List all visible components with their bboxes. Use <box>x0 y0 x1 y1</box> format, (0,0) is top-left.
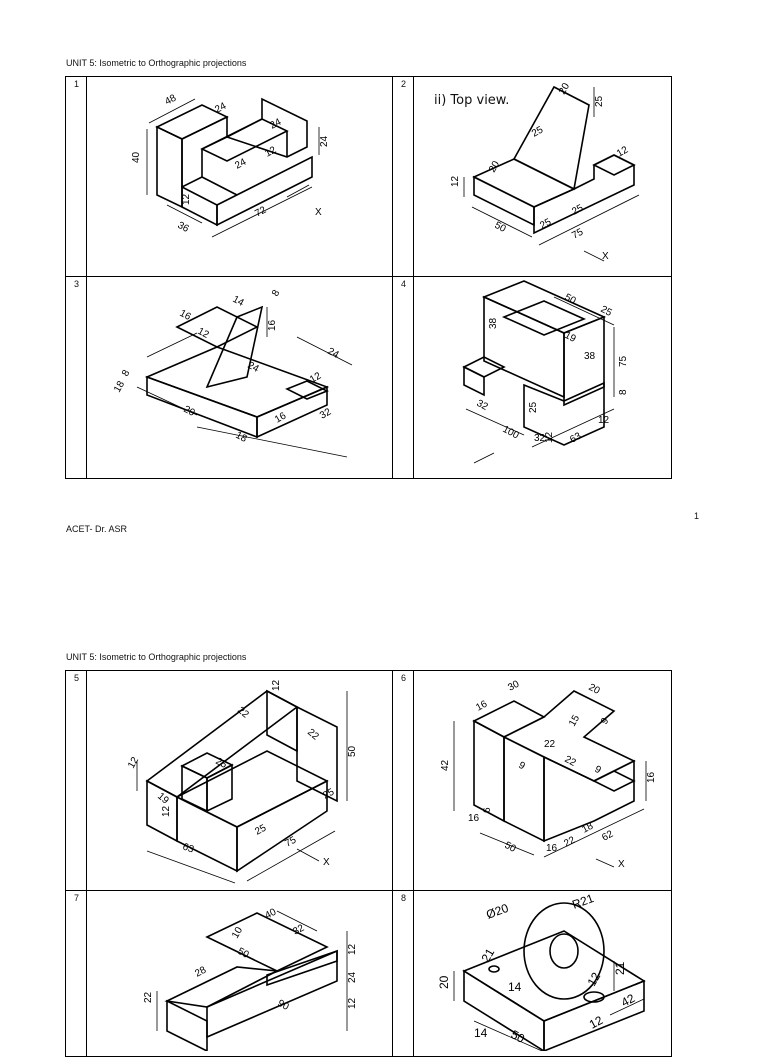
dim-label: 32 <box>318 406 334 422</box>
dim-label: 16 <box>474 698 490 714</box>
dim-label: 24 <box>319 135 330 147</box>
dim-label: 12 <box>347 943 358 955</box>
dim-label: 22 <box>544 739 556 750</box>
dim-label: 22 <box>143 991 154 1003</box>
dim-label: 8 <box>270 288 283 299</box>
dim-label: 20 <box>487 159 503 175</box>
dim-label: 21 <box>613 961 627 975</box>
figure-3 <box>87 277 393 479</box>
dim-label: 12 <box>615 144 631 160</box>
page-number: 1 <box>694 511 700 521</box>
dim-label: 12 <box>308 370 324 386</box>
dim-label: 19 <box>155 790 171 807</box>
dim-label: 75 <box>283 834 299 850</box>
dim-label: 50 <box>347 745 358 757</box>
dim-label: 25 <box>530 124 546 140</box>
cell-number-6: 6 <box>393 671 414 891</box>
dim-label: 25 <box>538 216 554 232</box>
cell-number-4: 4 <box>393 277 414 479</box>
dim-label: 25 <box>528 401 539 413</box>
dim-label: 75 <box>570 226 586 242</box>
dim-label: 16 <box>267 319 278 331</box>
dim-label: 20 <box>586 681 602 697</box>
cell-number-8: 8 <box>393 891 414 1057</box>
dim-label: 62 <box>600 828 616 844</box>
dim-label: 16 <box>468 813 480 824</box>
dim-label: 6 <box>482 807 493 813</box>
dim-label: 32 <box>291 922 307 938</box>
dim-label: 9 <box>516 759 527 773</box>
dim-label: 12 <box>586 1013 606 1032</box>
figure-5 <box>87 671 393 891</box>
dim-label: 63 <box>180 841 196 856</box>
dim-label: 16 <box>646 771 657 783</box>
dim-label: 20 <box>557 81 573 97</box>
dim-label: Ø20 <box>484 900 511 922</box>
dim-label: 16 <box>546 843 558 854</box>
dim-label: 24 <box>325 345 341 361</box>
dim-label: 36 <box>175 219 191 235</box>
dim-label: 22 <box>562 834 578 850</box>
dim-label: 21 <box>478 945 498 965</box>
dim-label: 12 <box>347 997 358 1009</box>
dim-label: 25 <box>321 786 337 802</box>
dim-label: 24 <box>245 359 261 375</box>
dim-label: 12 <box>544 431 555 443</box>
dim-label: 75 <box>618 355 629 367</box>
dim-label: X <box>315 207 322 218</box>
isometric-drawing-7 <box>87 891 392 1051</box>
figure-1 <box>87 77 393 277</box>
dim-label: 25 <box>570 202 586 218</box>
dim-label: 14 <box>508 980 522 994</box>
dim-label: 38 <box>488 317 499 329</box>
dim-label: 8 <box>618 389 629 395</box>
dim-label: 10 <box>230 925 246 941</box>
dim-label: 15 <box>567 713 583 729</box>
dim-label: 50 <box>235 945 251 961</box>
dim-label: 18 <box>112 379 128 395</box>
dim-label: X <box>323 857 330 868</box>
dim-label: 25 <box>253 822 269 838</box>
dim-label: 16 <box>273 410 289 426</box>
dim-label: 38 <box>584 351 596 362</box>
dim-label: 48 <box>163 92 179 108</box>
dim-label: 8 <box>120 368 133 379</box>
dim-label: 42 <box>618 991 638 1010</box>
dim-label: 72 <box>253 204 269 220</box>
dim-label: 12 <box>181 193 192 205</box>
dim-label: 32 <box>474 397 490 413</box>
cell-number-2: 2 <box>393 77 414 277</box>
figure-4 <box>414 277 672 479</box>
figure-6 <box>414 671 672 891</box>
dim-label: 63 <box>568 430 584 446</box>
dim-label: R21 <box>570 891 596 912</box>
dim-label: 20 <box>437 975 451 989</box>
dim-label: 12 <box>584 969 604 989</box>
dim-label: 22 <box>235 704 251 721</box>
dim-label: 30 <box>506 678 522 694</box>
dim-label: 25 <box>213 755 229 771</box>
dim-label: 14 <box>230 293 246 309</box>
dim-label: 12 <box>450 175 461 187</box>
dim-label: 25 <box>594 95 605 107</box>
page2-figure-grid <box>65 670 672 1057</box>
dim-label: 24 <box>347 971 358 983</box>
dim-label: X <box>602 251 609 262</box>
dim-label: 90 <box>275 997 291 1013</box>
dim-label: 12 <box>126 755 142 771</box>
dim-label: 12 <box>161 805 172 817</box>
figure-2 <box>414 77 672 277</box>
isometric-drawing-4 <box>414 277 671 473</box>
figure-7 <box>87 891 393 1057</box>
dim-label: 14 <box>474 1026 488 1040</box>
page1-header: UNIT 5: Isometric to Orthographic projections <box>66 58 247 68</box>
dim-label: 18 <box>233 429 249 445</box>
isometric-drawing-8 <box>414 891 671 1051</box>
dim-label: 12 <box>598 415 610 426</box>
dim-label: 40 <box>263 906 279 922</box>
dim-label: 50 <box>492 219 508 235</box>
cell-number-7: 7 <box>66 891 87 1057</box>
page2-header: UNIT 5: Isometric to Orthographic projections <box>66 652 247 662</box>
figure-8 <box>414 891 672 1057</box>
dim-label: 22 <box>305 726 321 743</box>
dim-label: 16 <box>177 307 193 323</box>
dim-label: 50 <box>508 1027 527 1046</box>
dim-label: 12 <box>271 679 282 691</box>
isometric-drawing-5 <box>87 671 392 885</box>
dim-label: 20 <box>181 403 197 419</box>
isometric-drawing-6 <box>414 671 671 885</box>
dim-label: 24 <box>213 100 229 116</box>
page1-figure-grid <box>65 76 672 479</box>
page1-footer: ACET- Dr. ASR <box>66 524 128 534</box>
dim-label: 24 <box>268 116 284 132</box>
cell-number-1: 1 <box>66 77 87 277</box>
dim-label: 9 <box>592 763 603 777</box>
figure-caption: ii) Top view. <box>434 93 510 108</box>
cell-number-5: 5 <box>66 671 87 891</box>
dim-label: 12 <box>195 325 211 341</box>
dim-label: 28 <box>193 964 209 980</box>
dim-label: 19 <box>562 329 578 345</box>
dim-label: X <box>618 859 625 870</box>
dim-label: 12 <box>263 144 279 160</box>
dim-label: 22 <box>562 753 578 769</box>
dim-label: 24 <box>233 156 249 172</box>
dim-label: 50 <box>562 291 578 307</box>
isometric-drawing-2 <box>414 77 671 271</box>
dim-label: 42 <box>440 759 451 771</box>
dim-label: 9 <box>599 716 612 727</box>
isometric-drawing-1 <box>87 77 392 271</box>
dim-label: 100 <box>500 423 521 442</box>
dim-label: 18 <box>580 820 596 836</box>
dim-label: 50 <box>502 839 518 855</box>
dim-label: 40 <box>131 151 142 163</box>
cell-number-3: 3 <box>66 277 87 479</box>
dim-label: 32 <box>534 433 546 444</box>
isometric-drawing-3 <box>87 277 392 473</box>
dim-label: 25 <box>598 303 614 319</box>
